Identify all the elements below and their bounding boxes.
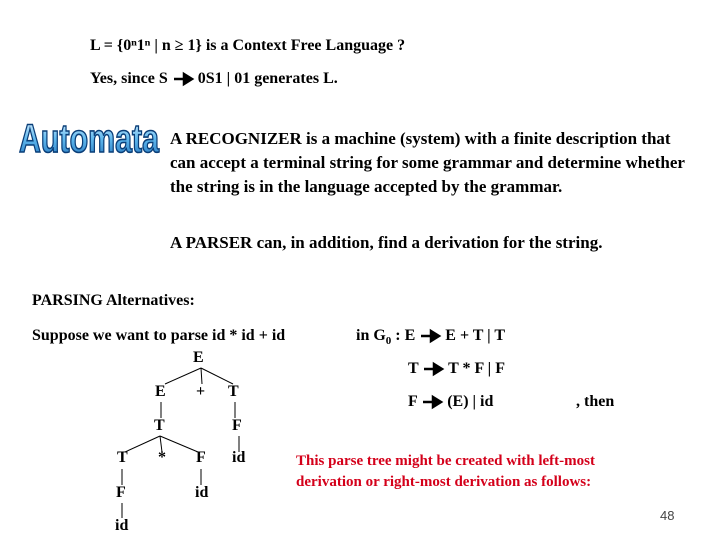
tree-node-star: * — [158, 449, 166, 466]
tree-node-id-left: id — [115, 517, 129, 534]
tree-edges — [122, 368, 239, 518]
rule3-lhs: F — [408, 393, 418, 410]
tree-node-f-right: F — [232, 417, 242, 434]
tree-edge — [125, 436, 160, 452]
tree-node-id-right: id — [232, 449, 246, 466]
rule1-lhs: : E — [391, 327, 416, 344]
tree-node-root: E — [193, 349, 204, 366]
parsing-alternatives-heading: PARSING Alternatives: — [32, 292, 195, 309]
tree-node-f-mid: F — [196, 449, 206, 466]
rule2-rhs: T * F | F — [448, 360, 505, 377]
tree-node-f-left: F — [116, 484, 126, 501]
tree-node-t-right: T — [228, 383, 239, 400]
tree-node-e: E — [155, 383, 166, 400]
logo-text: Automata — [19, 117, 160, 161]
parse-tree-note: This parse tree might be created with left-most derivation or right-most derivation as follows: — [296, 453, 595, 490]
page-number: 48 — [660, 508, 675, 523]
answer-suffix: 0S1 | 01 generates L. — [197, 70, 338, 87]
tree-edge — [201, 368, 202, 384]
grammar-subscript: 0 — [385, 335, 392, 348]
tree-edge — [201, 368, 233, 384]
rule2-lhs: T — [408, 360, 419, 377]
parser-definition: A PARSER can, in addition, find a derivation for the string. — [170, 233, 603, 252]
tree-edge — [165, 368, 201, 384]
recognizer-definition: A RECOGNIZER is a machine (system) with a finite description that can accept a terminal string for some grammar and determine whether the string is in the language accepted by the grammar. — [170, 129, 685, 196]
then-text: , then — [576, 393, 615, 410]
tree-node-plus: + — [196, 383, 206, 400]
tree-node-t-leaf: T — [117, 449, 128, 466]
rule1-rhs: E + T | T — [445, 327, 506, 344]
rule3-rhs: (E) | id — [447, 393, 494, 410]
tree-node-t-left: T — [154, 417, 165, 434]
language-question: L = {0ⁿ1ⁿ | n ≥ 1} is a Context Free Language ? — [90, 37, 406, 54]
tree-node-id-mid: id — [195, 484, 209, 501]
grammar-name: in G — [356, 327, 386, 344]
answer-prefix: Yes, since S — [90, 70, 168, 87]
parse-goal: Suppose we want to parse id * id + id — [32, 327, 286, 344]
